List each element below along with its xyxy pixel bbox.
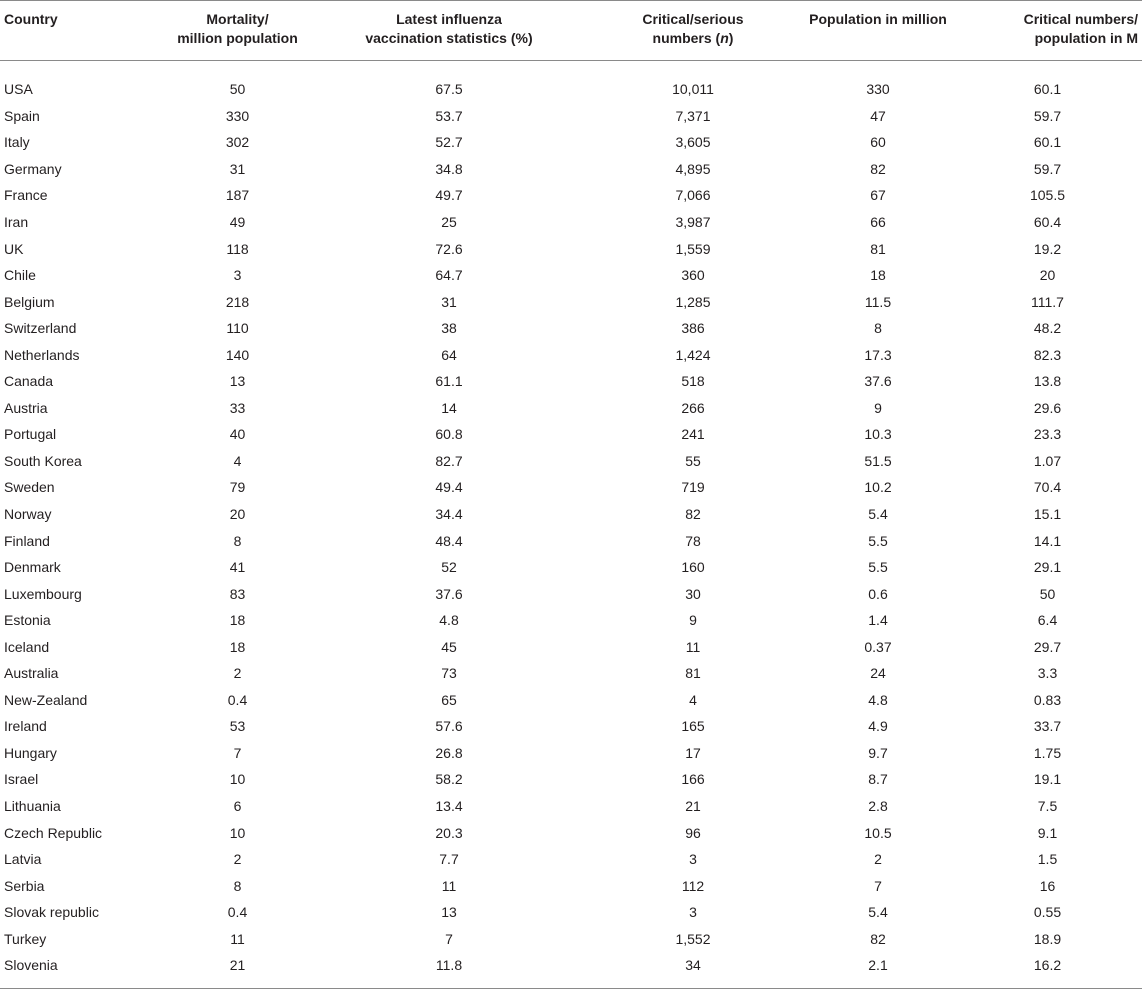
cell-vaccination: 73 [441, 665, 457, 682]
cell-critical-per-million: 60.1 [1033, 134, 1062, 151]
table-row [0, 61, 1142, 103]
cell-vaccination: 26.8 [435, 744, 463, 761]
cell-vaccination: 34.4 [435, 506, 463, 523]
cell-mortality: 49 [229, 214, 246, 230]
cell-mortality: 50 [229, 81, 246, 98]
cell-population: 1.4 [868, 612, 888, 629]
table-row [0, 554, 1142, 581]
cell-vaccination: 72.6 [435, 240, 463, 257]
cell-population: 10.2 [864, 479, 892, 496]
cell-population: 51.5 [864, 452, 892, 469]
header-critical-close: ) [728, 30, 734, 46]
cell-critical: 17 [685, 744, 701, 761]
cell-critical: 719 [681, 479, 705, 496]
cell-country: Switzerland [4, 320, 77, 337]
cell-critical-per-million: 33.7 [1033, 718, 1062, 735]
cell-population: 66 [870, 214, 886, 230]
cell-population: 37.6 [864, 373, 892, 390]
cell-critical: 518 [681, 373, 705, 390]
cell-vaccination: 64.7 [435, 267, 463, 284]
cell-vaccination: 25 [441, 214, 457, 230]
cell-population: 330 [866, 81, 890, 98]
cell-mortality: 20 [229, 506, 246, 523]
cell-critical: 1,559 [675, 240, 711, 257]
cell-critical: 55 [685, 452, 701, 469]
cell-mortality: 10 [229, 824, 246, 841]
cell-population: 18 [870, 267, 886, 284]
cell-critical: 96 [685, 824, 701, 841]
table-row [0, 687, 1142, 714]
header-critical-text: Critical/serious numbers ( [642, 11, 744, 46]
header-country: Country [4, 11, 58, 27]
cell-critical: 1,552 [675, 930, 711, 947]
table-header [0, 1, 1142, 61]
cell-critical: 34 [685, 957, 701, 974]
table-row [0, 899, 1142, 926]
cell-country: Italy [4, 134, 30, 151]
cell-critical-per-million: 70.4 [1033, 479, 1062, 496]
cell-critical-per-million: 59.7 [1033, 107, 1062, 124]
cell-critical-per-million: 60.4 [1033, 214, 1062, 230]
cell-country: Lithuania [4, 798, 61, 815]
cell-critical-per-million: 1.75 [1033, 744, 1062, 761]
cell-critical-per-million: 29.7 [1033, 638, 1062, 655]
cell-population: 9 [874, 399, 882, 416]
table-row [0, 182, 1142, 209]
cell-country: Belgium [4, 293, 55, 310]
cell-country: Luxembourg [4, 585, 82, 602]
cell-critical-per-million: 29.6 [1033, 399, 1062, 416]
cell-mortality: 33 [229, 399, 246, 416]
cell-population: 5.4 [868, 506, 888, 523]
cell-critical-per-million: 59.7 [1033, 160, 1062, 177]
cell-vaccination: 37.6 [435, 585, 463, 602]
header-population: Population in million [809, 11, 947, 27]
cell-vaccination: 67.5 [435, 81, 463, 98]
cell-population: 60 [870, 134, 886, 151]
cell-critical-per-million: 16.2 [1033, 957, 1062, 974]
cell-critical-per-million: 23.3 [1033, 426, 1062, 443]
cell-critical-per-million: 6.4 [1037, 612, 1058, 629]
cell-mortality: 140 [225, 346, 250, 363]
cell-mortality: 40 [229, 426, 246, 443]
cell-critical: 360 [681, 267, 705, 284]
table-row [0, 315, 1142, 342]
cell-critical: 3 [689, 851, 697, 868]
cell-country: Austria [4, 399, 48, 416]
cell-population: 8 [874, 320, 882, 337]
cell-country: Canada [4, 373, 54, 390]
table-row [0, 580, 1142, 607]
cell-country: Netherlands [4, 346, 80, 363]
cell-vaccination: 11 [441, 877, 457, 894]
cell-country: Denmark [4, 559, 61, 576]
cell-critical: 3,605 [675, 134, 711, 151]
table-row [0, 262, 1142, 289]
cell-mortality: 11 [230, 930, 245, 947]
cell-country: Norway [4, 506, 52, 523]
cell-vaccination: 60.8 [435, 426, 463, 443]
cell-country: France [4, 187, 48, 204]
cell-mortality: 13 [229, 373, 246, 390]
cell-vaccination: 20.3 [435, 824, 463, 841]
cell-critical: 1,285 [675, 293, 711, 310]
cell-critical-per-million: 82.3 [1033, 346, 1062, 363]
table-row [0, 926, 1142, 953]
cell-critical: 10,011 [672, 81, 714, 98]
cell-critical: 4,895 [675, 160, 711, 177]
cell-mortality: 302 [225, 134, 250, 151]
cell-critical-per-million: 1.5 [1037, 851, 1058, 868]
cell-vaccination: 4.8 [439, 612, 459, 629]
cell-population: 24 [870, 665, 886, 682]
table-row [0, 607, 1142, 634]
cell-mortality: 18 [229, 612, 246, 629]
cell-vaccination: 48.4 [435, 532, 463, 549]
cell-critical: 241 [681, 426, 705, 443]
cell-population: 8.7 [868, 771, 888, 788]
cell-critical: 78 [685, 532, 701, 549]
cell-vaccination: 52.7 [435, 134, 463, 151]
cell-critical-per-million: 15.1 [1033, 506, 1062, 523]
cell-country: Ireland [4, 718, 47, 735]
header-critical [583, 1, 803, 61]
cell-country: UK [4, 240, 24, 257]
cell-critical: 7,066 [675, 187, 711, 204]
cell-country: Serbia [4, 877, 45, 894]
cell-critical-per-million: 18.9 [1033, 930, 1062, 947]
cell-vaccination: 7.7 [439, 851, 459, 868]
table-row [0, 368, 1142, 395]
table-row [0, 872, 1142, 899]
table-row [0, 129, 1142, 156]
cell-mortality: 0.4 [227, 904, 248, 921]
table-row [0, 103, 1142, 130]
cell-vaccination: 7 [445, 930, 453, 947]
cell-mortality: 10 [229, 771, 246, 788]
cell-critical: 4 [689, 691, 697, 708]
table-row [0, 395, 1142, 422]
cell-population: 67 [870, 187, 886, 204]
cell-critical: 9 [689, 612, 697, 629]
cell-population: 2.1 [868, 957, 888, 974]
cell-critical-per-million: 19.1 [1033, 771, 1062, 788]
table-row [0, 846, 1142, 873]
cell-population: 10.5 [864, 824, 892, 841]
cell-mortality: 7 [233, 744, 242, 761]
cell-country: Slovenia [4, 957, 58, 974]
cell-country: Czech Republic [4, 824, 103, 841]
cell-critical-per-million: 7.5 [1037, 798, 1058, 815]
cell-critical: 81 [685, 665, 701, 682]
cell-mortality: 0.4 [227, 691, 248, 708]
cell-critical-per-million: 60.1 [1033, 81, 1062, 98]
table-row [0, 288, 1142, 315]
cell-vaccination: 82.7 [435, 452, 463, 469]
cell-country: Spain [4, 107, 40, 124]
cell-critical-per-million: 19.2 [1033, 240, 1062, 257]
table-row [0, 819, 1142, 846]
cell-country: Australia [4, 665, 59, 682]
cell-population: 17.3 [864, 346, 892, 363]
cell-mortality: 4 [233, 452, 242, 469]
cell-population: 2 [874, 851, 882, 868]
cell-population: 10.3 [864, 426, 892, 443]
cell-population: 9.7 [868, 744, 888, 761]
cell-population: 5.5 [868, 532, 888, 549]
cell-mortality: 18 [229, 638, 246, 655]
cell-critical: 166 [681, 771, 705, 788]
cell-vaccination: 45 [441, 638, 457, 655]
table-row [0, 156, 1142, 183]
cell-critical: 7,371 [675, 107, 711, 124]
cell-country: New-Zealand [4, 691, 88, 708]
cell-critical-per-million: 1.07 [1033, 452, 1062, 469]
cell-vaccination: 61.1 [435, 373, 463, 390]
cell-critical-per-million: 105.5 [1029, 187, 1066, 204]
cell-country: Slovak republic [4, 904, 99, 921]
cell-mortality: 187 [225, 187, 250, 204]
cell-population: 4.8 [868, 691, 888, 708]
header-mortality: Mortality/ million population [177, 11, 298, 46]
cell-vaccination: 11.8 [435, 957, 463, 974]
table-row [0, 633, 1142, 660]
table-row [0, 793, 1142, 820]
cell-vaccination: 13 [441, 904, 457, 921]
table-row [0, 235, 1142, 262]
cell-vaccination: 57.6 [435, 718, 463, 735]
table-row [0, 209, 1142, 236]
cell-vaccination: 65 [441, 691, 457, 708]
cell-critical-per-million: 14.1 [1033, 532, 1062, 549]
cell-critical: 165 [681, 718, 705, 735]
cell-critical: 1,424 [675, 346, 711, 363]
table-row [0, 341, 1142, 368]
cell-population: 82 [870, 930, 886, 947]
cell-critical: 11 [685, 638, 701, 655]
cell-critical-per-million: 0.55 [1033, 904, 1062, 921]
cell-population: 4.9 [868, 718, 888, 735]
table-row [0, 448, 1142, 475]
cell-country: Iceland [4, 638, 50, 655]
cell-critical: 21 [685, 798, 701, 815]
cell-critical-per-million: 111.7 [1031, 293, 1064, 310]
cell-mortality: 79 [229, 479, 246, 496]
cell-critical: 160 [681, 559, 705, 576]
table-row [0, 660, 1142, 687]
cell-vaccination: 58.2 [435, 771, 463, 788]
cell-country: Latvia [4, 851, 42, 868]
cell-population: 2.8 [868, 798, 888, 815]
cell-vaccination: 38 [441, 320, 457, 337]
header-vaccination: Latest influenza vaccination statistics (%) [365, 11, 533, 46]
cell-critical-per-million: 48.2 [1033, 320, 1062, 337]
cell-country: Hungary [4, 744, 57, 761]
cell-critical-per-million: 13.8 [1033, 373, 1062, 390]
table-row [0, 501, 1142, 528]
cell-country: Iran [4, 214, 29, 230]
cell-mortality: 218 [225, 293, 250, 310]
cell-critical-per-million: 16 [1039, 877, 1056, 894]
cell-country: Israel [4, 771, 39, 788]
cell-critical-per-million: 29.1 [1033, 559, 1062, 576]
cell-mortality: 2 [233, 665, 242, 682]
cell-country: Portugal [4, 426, 57, 443]
cell-population: 7 [874, 877, 882, 894]
cell-mortality: 330 [225, 107, 250, 124]
table-row [0, 740, 1142, 767]
table-row [0, 421, 1142, 448]
cell-mortality: 2 [233, 851, 242, 868]
cell-population: 0.6 [868, 585, 888, 602]
cell-critical: 266 [681, 399, 705, 416]
cell-population: 81 [870, 240, 886, 257]
cell-critical: 30 [685, 585, 701, 602]
cell-critical-per-million: 50 [1039, 585, 1056, 602]
cell-critical-per-million: 3.3 [1037, 665, 1058, 682]
cell-critical: 82 [685, 506, 701, 523]
cell-vaccination: 34.8 [435, 160, 463, 177]
cell-country: South Korea [4, 452, 82, 469]
cell-mortality: 8 [233, 532, 242, 549]
cell-critical-per-million: 9.1 [1037, 824, 1058, 841]
cell-vaccination: 13.4 [435, 798, 463, 815]
table-row [0, 527, 1142, 554]
table-row [0, 952, 1142, 988]
table-row [0, 713, 1142, 740]
cell-mortality: 41 [229, 559, 246, 576]
cell-vaccination: 14 [441, 399, 457, 416]
cell-country: Turkey [4, 930, 47, 947]
table-body [0, 61, 1142, 989]
cell-vaccination: 49.7 [435, 187, 463, 204]
cell-population: 5.5 [868, 559, 888, 576]
cell-population: 0.37 [864, 638, 892, 655]
cell-mortality: 118 [226, 240, 249, 257]
cell-country: Finland [4, 532, 50, 549]
cell-population: 11.5 [864, 293, 892, 310]
cell-mortality: 110 [226, 320, 249, 337]
cell-country: Estonia [4, 612, 51, 629]
cell-country: Sweden [4, 479, 55, 496]
cell-critical: 386 [681, 320, 705, 337]
cell-vaccination: 49.4 [435, 479, 463, 496]
cell-population: 5.4 [868, 904, 888, 921]
cell-vaccination: 52 [441, 559, 457, 576]
cell-critical: 3,987 [675, 214, 711, 230]
table-row [0, 766, 1142, 793]
table-row [0, 474, 1142, 501]
cell-country: USA [4, 81, 33, 98]
cell-mortality: 21 [229, 957, 246, 974]
cell-mortality: 31 [229, 160, 246, 177]
header-row [0, 1, 1142, 61]
cell-mortality: 3 [233, 267, 242, 284]
cell-critical: 3 [689, 904, 697, 921]
cell-population: 47 [870, 107, 886, 124]
cell-mortality: 8 [233, 877, 242, 894]
cell-critical-per-million: 20 [1039, 267, 1056, 284]
cell-critical: 112 [681, 877, 705, 894]
cell-mortality: 53 [229, 718, 246, 735]
cell-population: 82 [870, 160, 886, 177]
cell-vaccination: 31 [441, 293, 457, 310]
cell-mortality: 6 [233, 798, 242, 815]
cell-vaccination: 53.7 [435, 107, 463, 124]
header-critical-n: n [720, 30, 729, 46]
cell-critical-per-million: 0.83 [1033, 691, 1062, 708]
header-critical-per-million: Critical numbers/ population in M [1023, 11, 1138, 46]
cell-country: Chile [4, 267, 36, 284]
cell-mortality: 83 [229, 585, 246, 602]
cell-vaccination: 64 [441, 346, 457, 363]
cell-country: Germany [4, 160, 62, 177]
